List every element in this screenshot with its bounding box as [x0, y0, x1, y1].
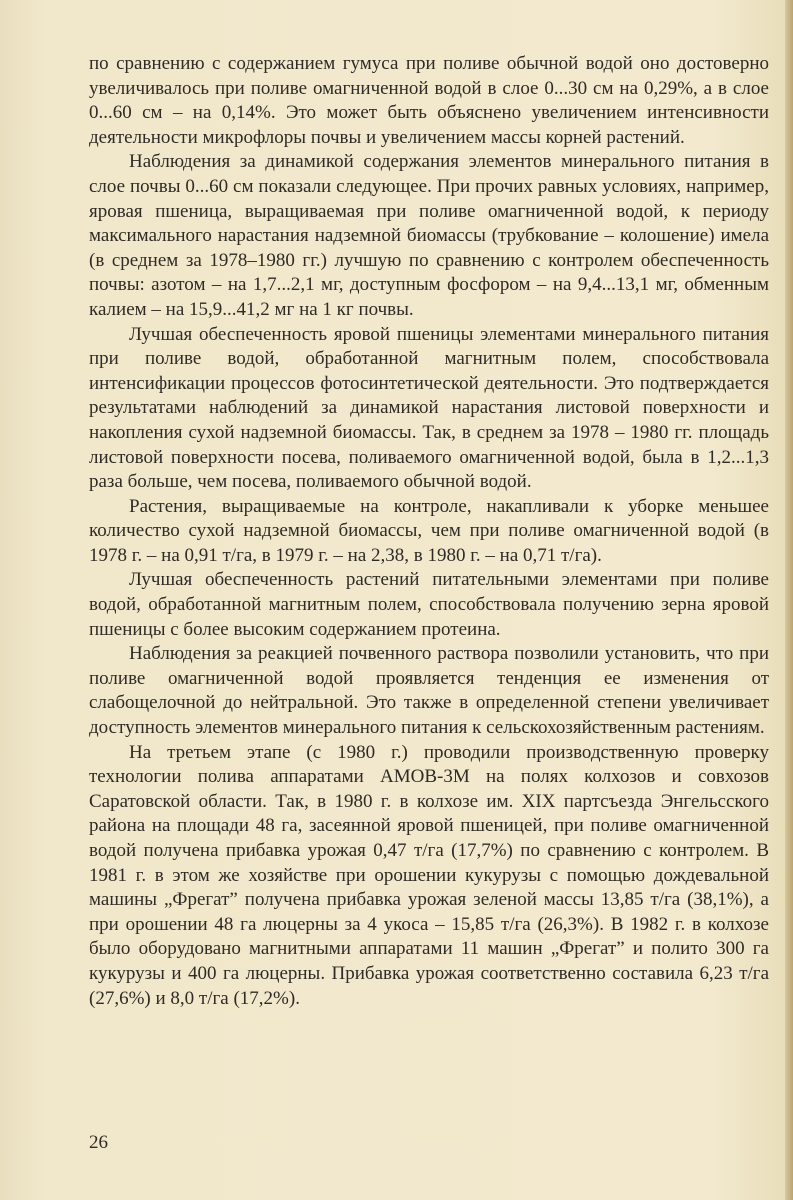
paragraph-mineral-nutrition: Наблюдения за динамикой содержания элементов минерального питания в слое почвы 0...60 см показали следующее. При прочих равных условиях, например, яровая пшеница, выращиваемая при поливе омагниченной водой, к периоду максимального нарастания надземной биомассы (трубкование – колошение) имела (в среднем за 1978–1980 гг.) лучшую по сравнению с контролем обеспеченность почвы: азотом – на 1,7...2,1 мг, доступным фосфором – на 9,4...13,1 мг, обменным калием – на 15,9...41,2 мг на 1 кг почвы. — [89, 151, 769, 320]
paragraph-humus: по сравнению с содержанием гумуса при поливе обычной водой оно достоверно увеличивалось при поливе омагниченной водой в слое 0...30 см на 0,29%, а в слое 0...60 см – на 0,14%. Это может быть объяснено увеличением интенсивности деятельности микрофлоры почвы и увеличением массы корней растений. — [89, 53, 769, 148]
paragraph-photosynthesis: Лучшая обеспеченность яровой пшеницы элементами минерального питания при поливе водой, обработанной магнитным полем, способствовала интенсификации процессов фотосинтетической деятельности. Это подтверждается результатами наблюдений за динамикой нарастания листовой поверхности и накопления сухой надземной биомассы. Так, в среднем за 1978 – 1980 гг. площадь листовой поверхности посева, поливаемого омагниченной водой, была в 1,2...1,3 раза больше, чем посева, поливаемого обычной водой. — [89, 323, 769, 493]
body-text — [89, 52, 769, 1011]
page-edge — [785, 0, 793, 1200]
paragraph-biomass: Растения, выращиваемые на контроле, накапливали к уборке меньшее количество сухой надземной биомассы, чем при поливе омагниченной водой (в 1978 г. – на 0,91 т/га, в 1979 г. – на 2,38, в 1980 г. – на 0,71 т/га). — [89, 495, 769, 566]
paragraph-protein: Лучшая обеспеченность растений питательными элементами при поливе водой, обработанной магнитным полем, способствовала получению зерна яровой пшеницы с более высоким содержанием протеина. — [89, 569, 769, 640]
paragraph-production-test: На третьем этапе (с 1980 г.) проводили производственную проверку технологии полива аппаратами АМОВ-3М на полях колхозов и совхозов Саратовской области. Так, в 1980 г. в колхозе им. XIX партсъезда Энгельсского района на площади 48 га, засеянной яровой пшеницей, при поливе омагниченной водой получена прибавка урожая 0,47 т/га (17,7%) по сравнению с контролем. В 1981 г. в этом же хозяйстве при орошении кукурузы с помощью дождевальной машины „Фрегат” получена прибавка урожая зеленой массы 13,85 т/га (38,1%), а при орошении 48 га люцерны за 4 укоса – 15,85 т/га (26,3%). В 1982 г. в колхозе было оборудовано магнитными аппаратами 11 машин „Фрегат” и полито 300 га кукурузы и 400 га люцерны. Прибавка урожая соответственно составила 6,23 т/га (27,6%) и 8,0 т/га (17,2%). — [89, 741, 769, 1009]
page-number: 26 — [89, 1132, 108, 1153]
paragraph-soil-reaction: Наблюдения за реакцией почвенного раствора позволили установить, что при поливе омагниченной водой проявляется тенденция ее изменения от слабощелочной до нейтральной. Это также в определенной степени увеличивает доступность элементов минерального питания к сельскохозяйственным растениям. — [89, 643, 769, 739]
